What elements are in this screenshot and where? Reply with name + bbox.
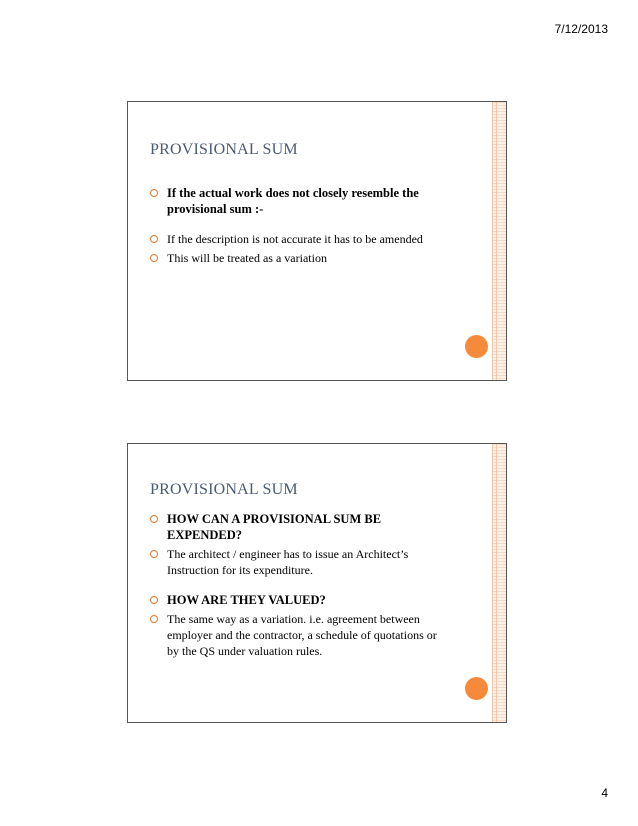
bullet-circle-icon bbox=[150, 235, 158, 243]
bullet-text: This will be treated as a variation bbox=[167, 251, 327, 265]
slide-2 bbox=[127, 443, 507, 723]
list-item bbox=[150, 611, 450, 659]
bullet-circle-icon bbox=[150, 550, 158, 558]
bullet-text: If the description is not accurate it has to be amended bbox=[167, 232, 423, 246]
list-item bbox=[150, 546, 450, 578]
list-item bbox=[150, 231, 450, 247]
bullet-circle-icon bbox=[150, 596, 158, 604]
bullet-circle-icon bbox=[150, 615, 158, 623]
bullet-text: HOW ARE THEY VALUED? bbox=[167, 593, 326, 607]
bullet-text: HOW CAN A PROVISIONAL SUM BE EXPENDED? bbox=[167, 512, 382, 542]
page-date: 7/12/2013 bbox=[554, 22, 608, 36]
slide-1 bbox=[127, 101, 507, 381]
decorative-stripe bbox=[492, 102, 506, 380]
bullet-circle-icon bbox=[150, 189, 158, 197]
slide-title: PROVISIONAL SUM bbox=[150, 481, 298, 498]
orange-circle-icon bbox=[465, 335, 488, 358]
list-item bbox=[150, 250, 450, 266]
bullet-list bbox=[150, 185, 450, 266]
bullet-circle-icon bbox=[150, 254, 158, 262]
slide-title: PROVISIONAL SUM bbox=[150, 141, 298, 158]
decorative-stripe bbox=[492, 444, 506, 722]
list-item bbox=[150, 511, 450, 543]
list-item bbox=[150, 185, 450, 217]
bullet-circle-icon bbox=[150, 515, 158, 523]
orange-circle-icon bbox=[465, 677, 488, 700]
bullet-text: If the actual work does not closely resemble the provisional sum :- bbox=[167, 186, 419, 216]
list-item bbox=[150, 592, 450, 608]
page-number: 4 bbox=[601, 786, 608, 800]
bullet-list bbox=[150, 511, 450, 659]
bullet-text: The architect / engineer has to issue an Architect’s Instruction for its expenditure. bbox=[167, 547, 409, 577]
bullet-text: The same way as a variation. i.e. agreement between employer and the contractor, a schedule of quotations or by the QS under valuation rules. bbox=[167, 612, 437, 658]
